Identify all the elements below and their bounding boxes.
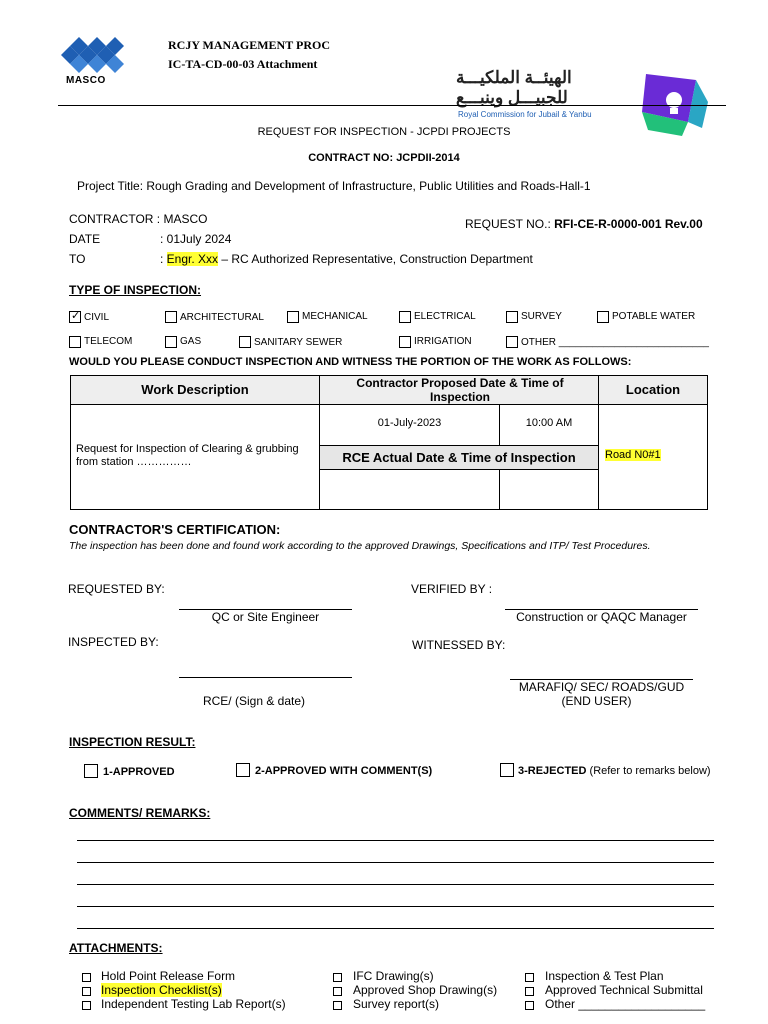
tech-submittal-label: Approved Technical Submittal (545, 983, 703, 997)
architectural-checkbox[interactable] (165, 311, 177, 323)
approved-checkbox[interactable] (84, 764, 98, 778)
electrical-checkbox[interactable] (399, 311, 411, 323)
irrigation-label: IRRIGATION (414, 336, 472, 347)
work-table (70, 375, 708, 510)
approved-comments-checkbox[interactable] (236, 763, 250, 777)
rejected-label: 3-REJECTED (518, 765, 587, 777)
masco-logo (60, 36, 126, 88)
architectural-label: ARCHITECTURAL (180, 312, 264, 323)
mechanical-checkbox[interactable] (287, 311, 299, 323)
rejected-checkbox[interactable] (500, 763, 514, 777)
company-name: RCJY MANAGEMENT PROC (168, 38, 330, 52)
proposed-time: 10:00 AM (525, 417, 573, 429)
telecom-label: TELECOM (84, 336, 133, 347)
irrigation-checkbox[interactable] (399, 336, 411, 348)
header-rule (58, 105, 726, 106)
itp-checkbox[interactable] (525, 973, 534, 982)
potable-water-label: POTABLE WATER (612, 311, 696, 322)
to-name: Engr. Xxx (166, 252, 219, 266)
qaqc-caption: Construction or QAQC Manager (516, 610, 687, 624)
hold-point-checkbox[interactable] (82, 973, 91, 982)
attachments-heading: ATTACHMENTS: (69, 941, 163, 955)
shop-drawing-label: Approved Shop Drawing(s) (353, 983, 498, 997)
gas-label: GAS (180, 336, 202, 347)
request-number-label: REQUEST NO.: (465, 217, 555, 231)
approved-comments-label: 2-APPROVED WITH COMMENT(S) (255, 765, 433, 777)
other-attachment-checkbox[interactable] (525, 1001, 534, 1010)
survey-label: SURVEY (521, 311, 562, 322)
end-user-caption-2: (END USER) (561, 694, 632, 708)
proposed-date: 01-July-2023 (377, 417, 442, 429)
rce-caption: RCE/ (Sign & date) (202, 694, 306, 708)
request-number (465, 217, 703, 231)
civil-checkbox[interactable] (69, 311, 81, 323)
telecom-checkbox[interactable] (69, 336, 81, 348)
form-title: REQUEST FOR INSPECTION - JCPDI PROJECTS (257, 126, 511, 138)
sanitary-sewer-checkbox[interactable] (239, 336, 251, 348)
contractor-field: CONTRACTOR : MASCO (69, 212, 208, 226)
verified-by-label: VERIFIED BY : (411, 582, 493, 596)
survey-checkbox[interactable] (506, 311, 518, 323)
lab-report-checkbox[interactable] (82, 1001, 91, 1010)
comments-heading: COMMENTS/ REMARKS: (69, 806, 211, 820)
civil-label: CIVIL (84, 312, 110, 323)
mechanical-label: MECHANICAL (302, 311, 368, 322)
ifc-checkbox[interactable] (333, 973, 342, 982)
project-title: Project Title: Rough Grading and Development of Infrastructure, Public Utilities and Roads-Hall-1 (77, 179, 591, 193)
qc-caption: QC or Site Engineer (211, 610, 320, 624)
type-heading: TYPE OF INSPECTION: (69, 283, 202, 297)
other-type-label: OTHER ___________________________ (521, 337, 709, 348)
hold-point-label: Hold Point Release Form (101, 969, 236, 983)
actual-time-input[interactable] (499, 469, 599, 510)
shop-drawing-checkbox[interactable] (333, 987, 342, 996)
approved-label: 1-APPROVED (103, 766, 175, 778)
end-user-caption-1: MARAFIQ/ SEC/ ROADS/GUD (518, 680, 685, 694)
to-value (160, 252, 533, 266)
rc-arabic-line-1: الهيئــة الملكيـــة (456, 68, 572, 87)
ifc-label: IFC Drawing(s) (353, 969, 434, 983)
masco-logo-text: MASCO (66, 75, 106, 86)
checklist-label: Inspection Checklist(s) (101, 983, 222, 997)
contract-number: CONTRACT NO: JCPDII-2014 (308, 152, 460, 164)
to-label: TO (69, 252, 86, 266)
result-heading: INSPECTION RESULT: (69, 735, 196, 749)
actual-date-input[interactable] (319, 469, 500, 510)
actual-header: RCE Actual Date & Time of Inspection (342, 450, 576, 465)
conduct-instruction: WOULD YOU PLEASE CONDUCT INSPECTION AND WITNESS THE PORTION OF THE WORK AS FOLLOWS: (69, 356, 632, 368)
request-number-value: RFI-CE-R-0000-001 Rev.00 (554, 217, 703, 231)
document-code: IC-TA-CD-00-03 Attachment (168, 57, 318, 71)
comment-line-2[interactable] (77, 862, 714, 863)
tech-submittal-checkbox[interactable] (525, 987, 534, 996)
proposed-heading: Contractor Proposed Date & Time of Inspection (356, 376, 564, 404)
itp-label: Inspection & Test Plan (545, 969, 664, 983)
comment-line-3[interactable] (77, 884, 714, 885)
other-attachment-label: Other ___________________ (545, 997, 706, 1011)
certification-heading: CONTRACTOR'S CERTIFICATION: (69, 522, 281, 537)
comment-line-1[interactable] (77, 840, 714, 841)
check-mark-icon: ✓ (71, 310, 81, 322)
survey-report-label: Survey report(s) (353, 997, 440, 1011)
rejected-option (518, 765, 711, 777)
potable-water-checkbox[interactable] (597, 311, 609, 323)
to-rest: – RC Authorized Representative, Construction Department (218, 252, 533, 266)
survey-report-checkbox[interactable] (333, 1001, 342, 1010)
other-type-checkbox[interactable] (506, 336, 518, 348)
location-heading: Location (625, 382, 681, 397)
witnessed-by-label: WITNESSED BY: (412, 638, 506, 652)
rce-signature-line[interactable] (179, 677, 352, 678)
checklist-checkbox[interactable] (82, 987, 91, 996)
rc-arabic-line-2: للجبيـــل وينبـــع (456, 88, 568, 107)
sanitary-sewer-label: SANITARY SEWER (254, 337, 343, 348)
gas-checkbox[interactable] (165, 336, 177, 348)
rejected-note: (Refer to remarks below) (586, 765, 711, 777)
requested-by-label: REQUESTED BY: (68, 582, 165, 596)
date-value: : 01July 2024 (160, 232, 232, 246)
inspected-by-label: INSPECTED BY: (68, 635, 159, 649)
date-label: DATE (69, 232, 101, 246)
work-description-text: Request for Inspection of Clearing & grubbing from station …………… (76, 443, 299, 468)
comment-line-5[interactable] (77, 928, 714, 929)
electrical-label: ELECTRICAL (414, 311, 476, 322)
to-colon: : (160, 252, 167, 266)
work-description-heading: Work Description (141, 382, 249, 397)
comment-line-4[interactable] (77, 906, 714, 907)
lab-report-label: Independent Testing Lab Report(s) (101, 997, 286, 1011)
location-value: Road N0#1 (605, 449, 661, 461)
rc-english-line: Royal Commission for Jubail & Yanbu (458, 110, 592, 119)
certification-text: The inspection has been done and found work according to the approved Drawings, Specifications and ITP/ Test Procedures. (69, 540, 651, 552)
